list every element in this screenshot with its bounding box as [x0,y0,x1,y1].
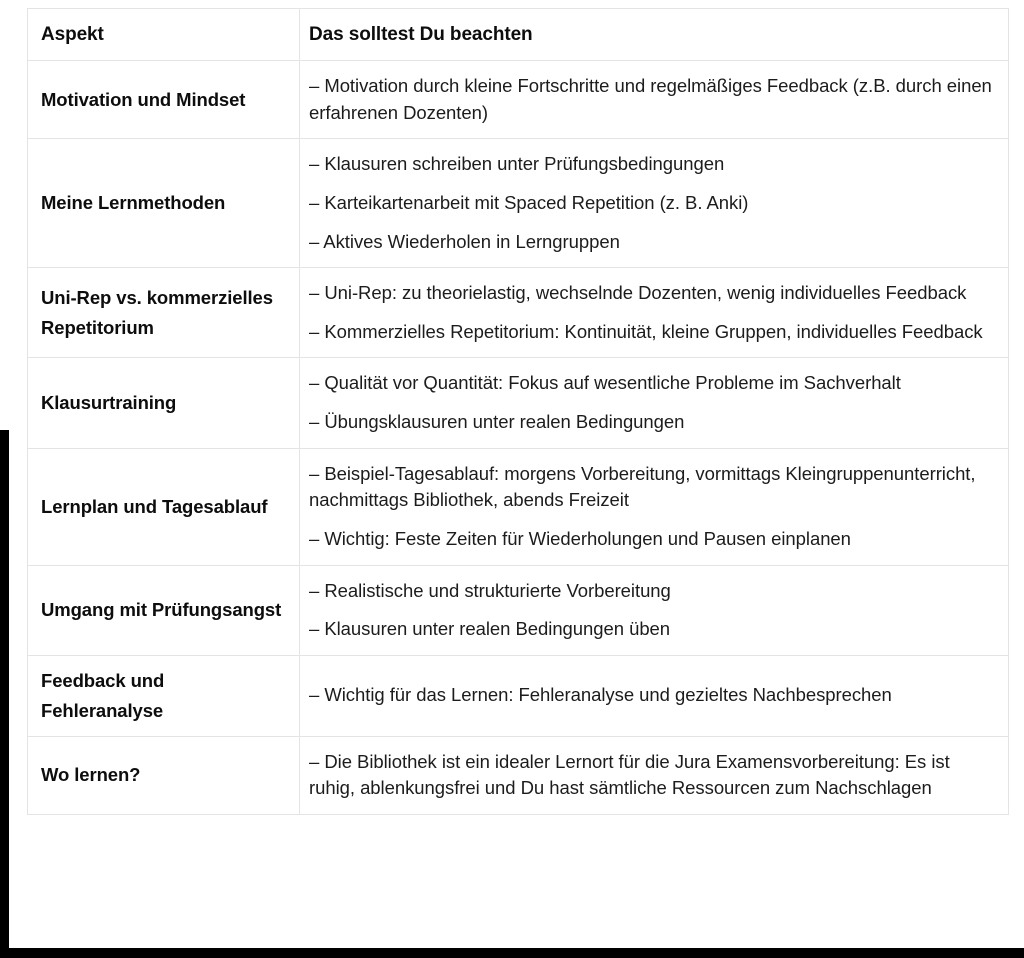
table-row [28,268,1009,358]
detail-bullet: – Beispiel-Tagesablauf: morgens Vorbereitung, vormittags Kleingruppenunterricht, nachmittags Bibliothek, abends Freizeit [309,462,976,511]
aspect-cell: Wo lernen? [28,736,300,814]
details-cell [300,268,1009,358]
detail-bullet: – Motivation durch kleine Fortschritte und regelmäßiges Feedback (z.B. durch einen erfahrenen Dozenten) [309,75,992,123]
detail-bullet: – Kommerzielles Repetitorium: Kontinuität, kleine Gruppen, individuelles Feedback [309,320,983,342]
bottom-gutter-bar [0,948,1024,958]
aspect-cell: Umgang mit Prüfungsangst [28,565,300,655]
aspect-cell: Meine Lernmethoden [28,139,300,268]
table-body [28,61,1009,815]
detail-bullet: – Aktives Wiederholen in Lerngruppen [309,230,620,252]
left-gutter-bar [0,430,9,958]
column-header-details: Das solltest Du beachten [300,9,1009,61]
table-row [28,655,1009,736]
column-header-aspect: Aspekt [28,9,300,61]
detail-bullet: – Übungsklausuren unter realen Bedingungen [309,411,685,432]
table-row [28,565,1009,655]
details-cell [300,565,1009,655]
tips-table-wrapper [27,8,1008,815]
detail-bullet: – Uni-Rep: zu theorielastig, wechselnde Dozenten, wenig individuelles Feedback [309,282,967,304]
table-header-row [28,9,1009,61]
table-row [28,61,1009,139]
table-head [28,9,1009,61]
details-cell [300,448,1009,565]
aspect-cell: Feedback und Fehleranalyse [28,655,300,736]
details-cell [300,655,1009,736]
detail-bullet: – Karteikartenarbeit mit Spaced Repetition (z. B. Anki) [309,191,749,213]
clipped-section-heading [0,0,1024,1]
tips-table [27,8,1009,815]
details-cell [300,358,1009,448]
details-cell [300,736,1009,814]
detail-bullet: – Wichtig für das Lernen: Fehleranalyse und gezieltes Nachbesprechen [309,684,892,706]
details-cell [300,61,1009,139]
table-row [28,139,1009,268]
detail-bullet: – Klausuren unter realen Bedingungen üben [309,618,671,640]
detail-bullet: – Klausuren schreiben unter Prüfungsbedingungen [309,153,725,175]
table-row [28,358,1009,448]
aspect-cell: Lernplan und Tagesablauf [28,448,300,565]
details-cell [300,139,1009,268]
detail-bullet: – Qualität vor Quantität: Fokus auf wesentliche Probleme im Sachverhalt [309,372,901,394]
detail-bullet: – Wichtig: Feste Zeiten für Wiederholungen und Pausen einplanen [309,527,851,549]
aspect-cell: Uni-Rep vs. kommerzielles Repetitorium [28,268,300,358]
table-row [28,448,1009,565]
aspect-cell: Motivation und Mindset [28,61,300,139]
table-row [28,736,1009,814]
clipped-section-heading-wrapper [0,0,1024,8]
detail-bullet: – Die Bibliothek ist ein idealer Lernort für die Jura Examensvorbereitung: Es ist ruhig, ablenkungsfrei und Du hast sämtliche Ressourcen zum Nachschlagen [309,750,950,799]
aspect-cell: Klausurtraining [28,358,300,448]
detail-bullet: – Realistische und strukturierte Vorbereitung [309,579,671,601]
